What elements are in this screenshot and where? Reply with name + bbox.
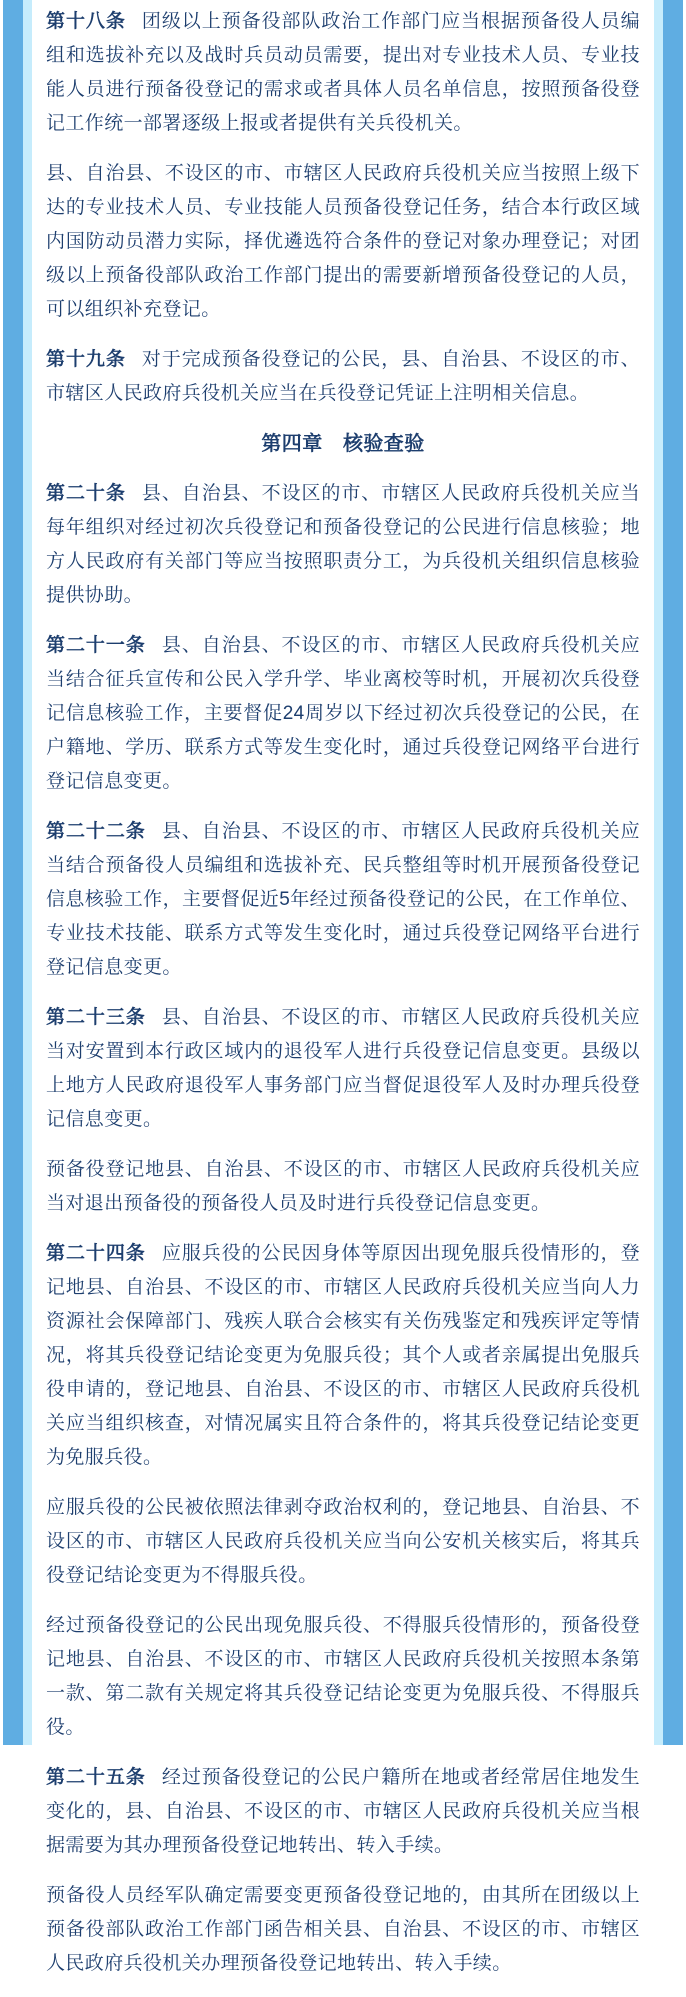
article-text: 县、自治县、不设区的市、市辖区人民政府兵役机关应当结合预备役人员编组和选拔补充、民兵整组等时机开展预备役登记信息核验工作，主要督促近5年经过预备役登记的公民，在工作单位、专业技术技能、联系方式等发生变化时，通过兵役登记网络平台进行登记信息变更。 — [46, 821, 640, 978]
right-outer-stripe — [663, 0, 683, 1745]
paragraph-text: 经过预备役登记的公民出现免服兵役、不得服兵役情形的，预备役登记地县、自治县、不设区的市、市辖区人民政府兵役机关按照本条第一款、第二款有关规定将其兵役登记结论变更为免服兵役、不得服兵役。 — [46, 1615, 640, 1738]
article-number: 第十九条 — [46, 349, 126, 370]
left-outer-stripe — [3, 0, 23, 1745]
left-inner-stripe — [23, 0, 32, 1745]
article-number: 第二十四条 — [46, 1243, 146, 1264]
article-paragraph — [46, 815, 640, 985]
body-paragraph — [46, 1491, 640, 1593]
body-paragraph — [46, 1879, 640, 1981]
article-number: 第二十二条 — [46, 821, 146, 842]
article-paragraph — [46, 1237, 640, 1475]
body-paragraph — [46, 1153, 640, 1221]
article-paragraph — [46, 477, 640, 613]
article-paragraph — [46, 629, 640, 799]
article-number: 第二十三条 — [46, 1007, 146, 1028]
article-number: 第二十一条 — [46, 635, 146, 656]
article-text: 经过预备役登记的公民户籍所在地或者经常居住地发生变化的，县、自治县、不设区的市、市辖区人民政府兵役机关应当根据需要为其办理预备役登记地转出、转入手续。 — [46, 1767, 640, 1856]
paragraph-text: 预备役登记地县、自治县、不设区的市、市辖区人民政府兵役机关应当对退出预备役的预备役人员及时进行兵役登记信息变更。 — [46, 1159, 640, 1214]
article-paragraph — [46, 5, 640, 141]
chapter-heading — [46, 427, 640, 461]
body-paragraph — [46, 157, 640, 327]
regulation-text-body — [46, 5, 640, 1997]
article-number: 第二十五条 — [46, 1767, 146, 1788]
article-number: 第十八条 — [46, 11, 126, 32]
paragraph-text: 县、自治县、不设区的市、市辖区人民政府兵役机关应当按照上级下达的专业技术人员、专业技能人员预备役登记任务，结合本行政区域内国防动员潜力实际，择优遴选符合条件的登记对象办理登记；对团级以上预备役部队政治工作部门提出的需要新增预备役登记的人员，可以组织补充登记。 — [46, 163, 640, 320]
chapter-heading-text: 第四章 核验查验 — [261, 433, 425, 455]
article-paragraph — [46, 343, 640, 411]
right-inner-stripe — [654, 0, 663, 1745]
article-text: 县、自治县、不设区的市、市辖区人民政府兵役机关应当结合征兵宣传和公民入学升学、毕业离校等时机，开展初次兵役登记信息核验工作，主要督促24周岁以下经过初次兵役登记的公民，在户籍地、学历、联系方式等发生变化时，通过兵役登记网络平台进行登记信息变更。 — [46, 635, 640, 792]
article-text: 团级以上预备役部队政治工作部门应当根据预备役人员编组和选拔补充以及战时兵员动员需要，提出对专业技术人员、专业技能人员进行预备役登记的需求或者具体人员名单信息，按照预备役登记工作统一部署逐级上报或者提供有关兵役机关。 — [46, 11, 640, 134]
article-text: 对于完成预备役登记的公民，县、自治县、不设区的市、市辖区人民政府兵役机关应当在兵役登记凭证上注明相关信息。 — [46, 349, 640, 404]
paragraph-text: 预备役人员经军队确定需要变更预备役登记地的，由其所在团级以上预备役部队政治工作部门函告相关县、自治县、不设区的市、市辖区人民政府兵役机关办理预备役登记地转出、转入手续。 — [46, 1885, 640, 1974]
article-paragraph — [46, 1001, 640, 1137]
article-number: 第二十条 — [46, 483, 126, 504]
article-paragraph — [46, 1761, 640, 1863]
article-text: 应服兵役的公民因身体等原因出现免服兵役情形的，登记地县、自治县、不设区的市、市辖区人民政府兵役机关应当向人力资源社会保障部门、残疾人联合会核实有关伤残鉴定和残疾评定等情况，将其兵役登记结论变更为免服兵役；其个人或者亲属提出免服兵役申请的，登记地县、自治县、不设区的市、市辖区人民政府兵役机关应当组织核查，对情况属实且符合条件的，将其兵役登记结论变更为免服兵役。 — [46, 1243, 640, 1468]
body-paragraph — [46, 1609, 640, 1745]
article-text: 县、自治县、不设区的市、市辖区人民政府兵役机关应当对安置到本行政区域内的退役军人进行兵役登记信息变更。县级以上地方人民政府退役军人事务部门应当督促退役军人及时办理兵役登记信息变更。 — [46, 1007, 640, 1130]
paragraph-text: 应服兵役的公民被依照法律剥夺政治权利的，登记地县、自治县、不设区的市、市辖区人民政府兵役机关应当向公安机关核实后，将其兵役登记结论变更为不得服兵役。 — [46, 1497, 640, 1586]
article-text: 县、自治县、不设区的市、市辖区人民政府兵役机关应当每年组织对经过初次兵役登记和预备役登记的公民进行信息核验；地方人民政府有关部门等应当按照职责分工，为兵役机关组织信息核验提供协助。 — [46, 483, 640, 606]
